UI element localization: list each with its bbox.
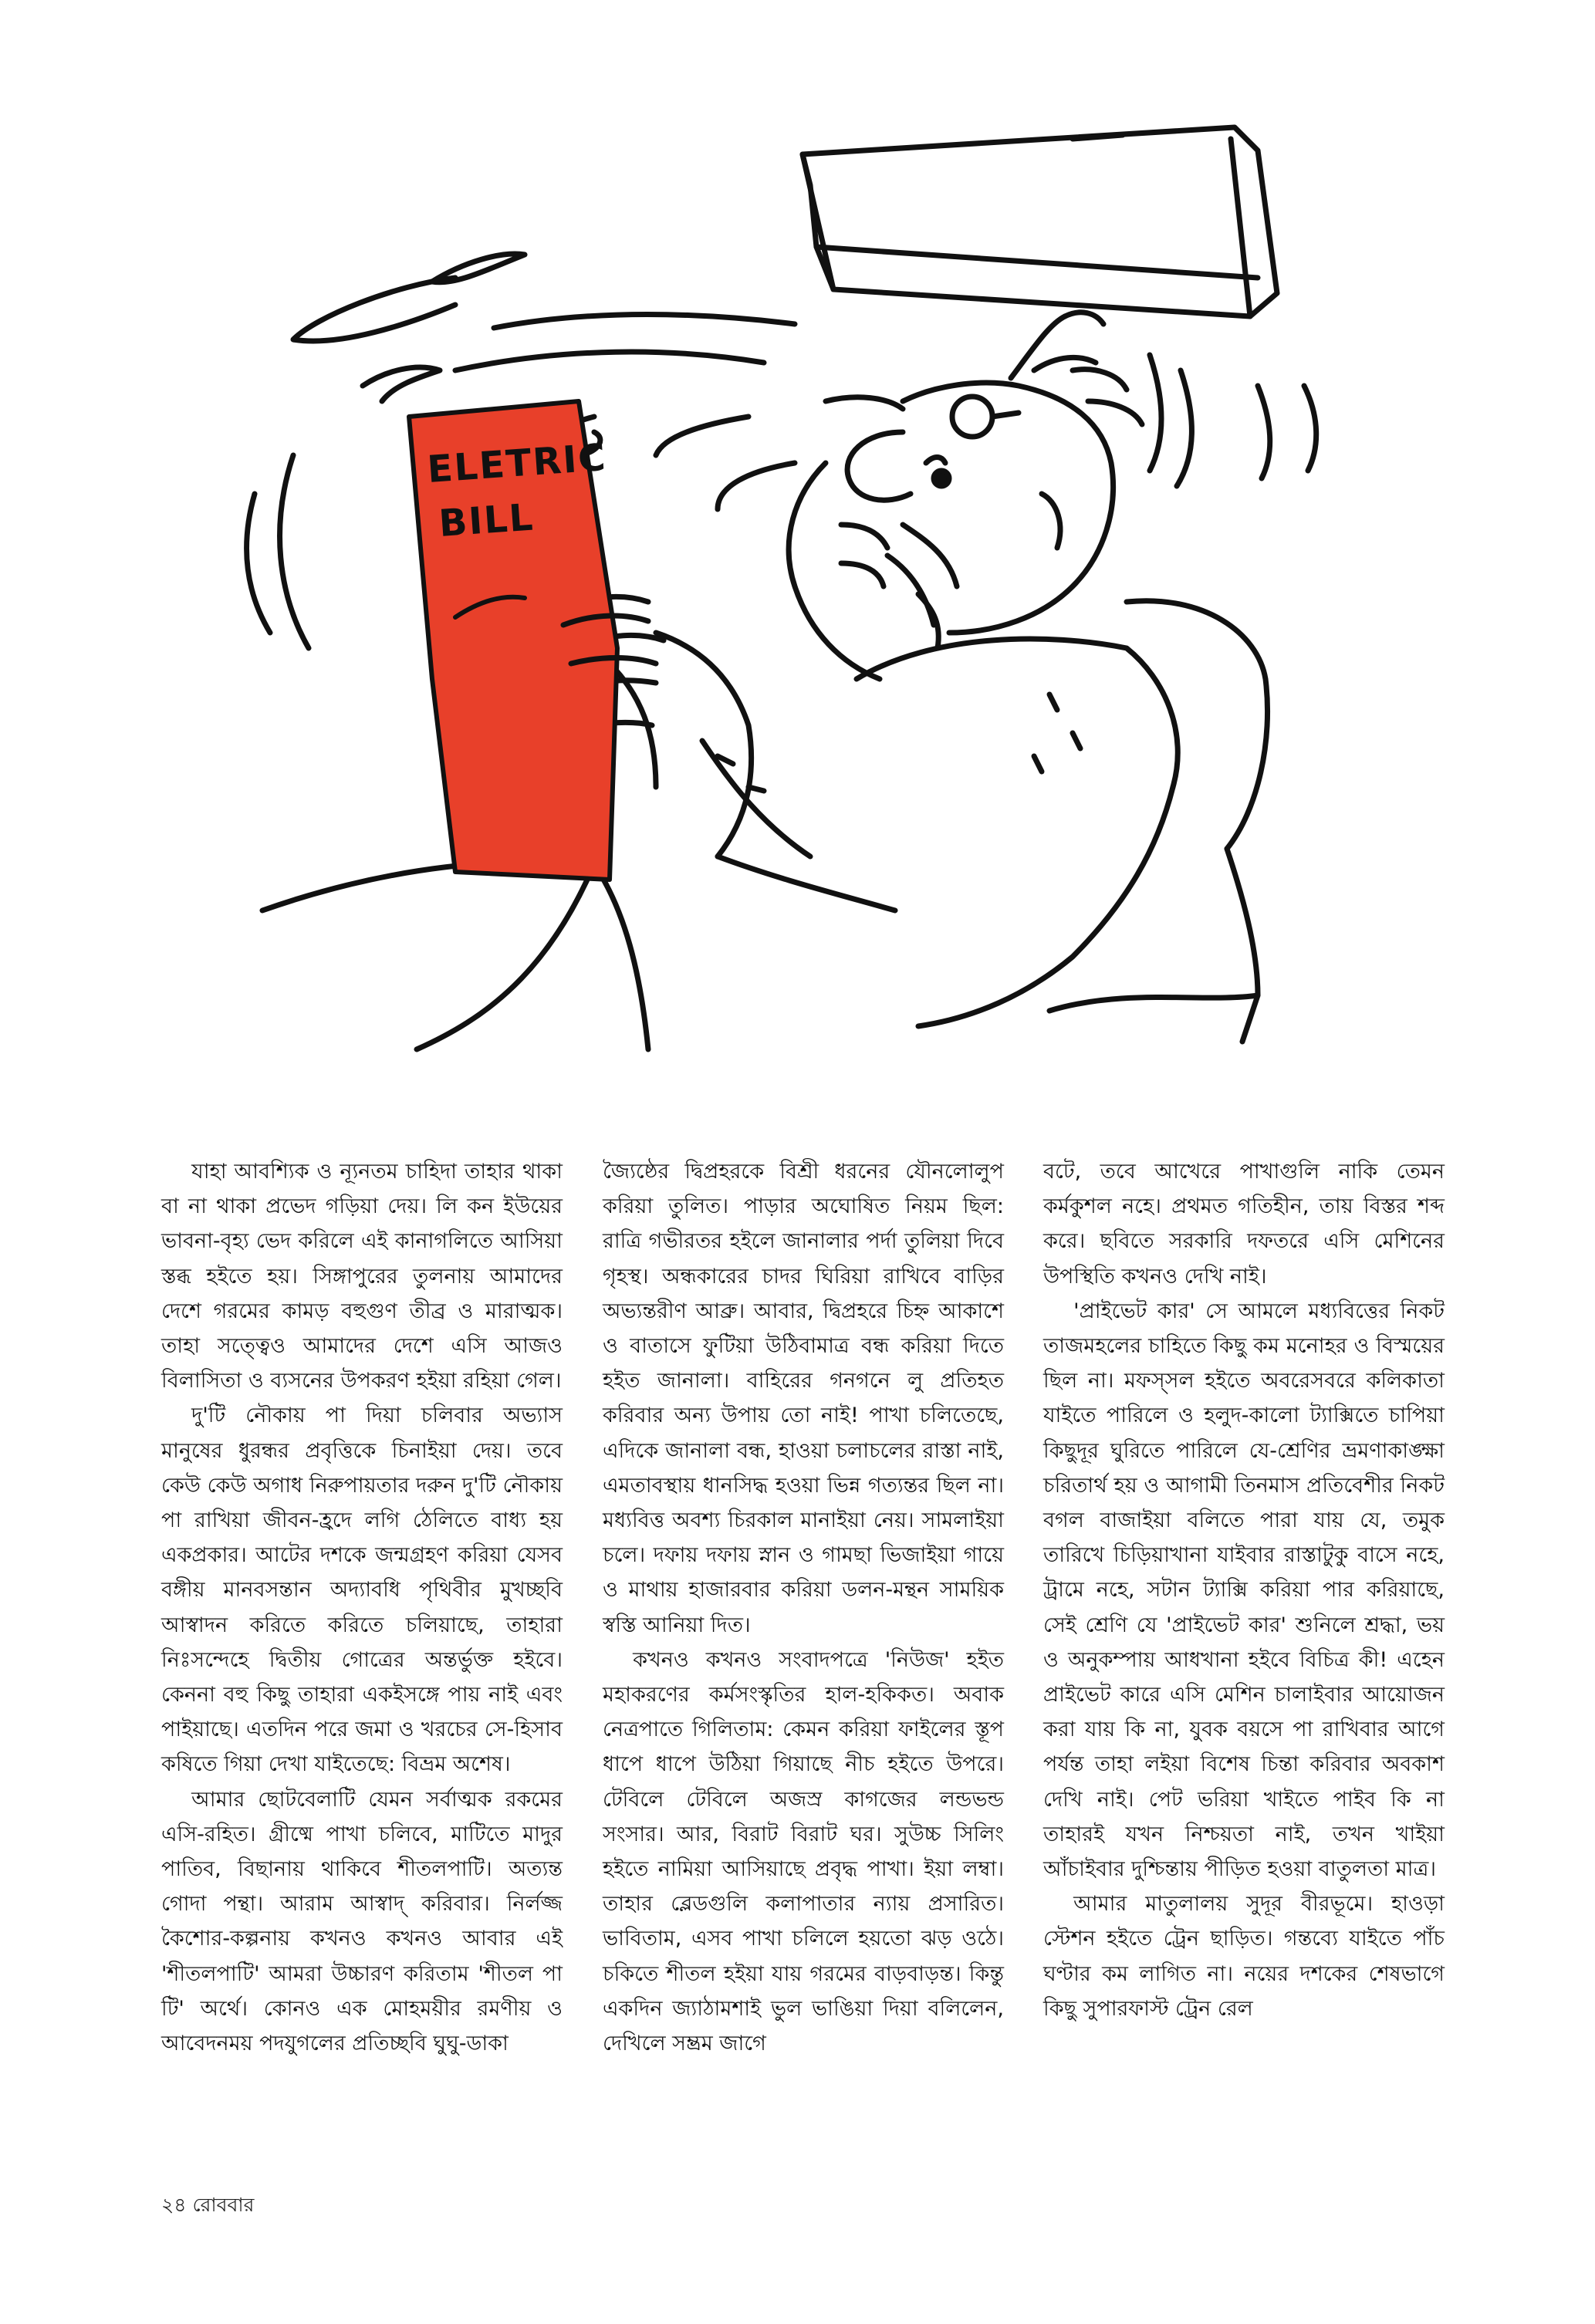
cartoon-illustration [162, 93, 1435, 1072]
magazine-name: রোববার [192, 2194, 255, 2216]
page-number: ২৪ [161, 2194, 187, 2216]
bill-line-2: BILL [437, 495, 536, 546]
paragraph: 'প্রাইভেট কার' সে আমলে মধ্যবিত্তের নিকট তাজমহলের চাহিতে কিছু কম মনোহর ও বিস্ময়ের ছিল না। মফস্সল হইতে অবরেসবরে কলিকাতা যাইতে পারিলে ও হলুদ-কালো ট্যাক্সিতে চাপিয়া কিছুদূর ঘুরিতে পারিলে যে-শ্রেণির ভ্রমণাকাঙ্ক্ষা চরিতার্থ হয় ও আগামী তিনমাস প্রতিবেশীর নিকট বগল বাজাইয়া বলিতে পারা যায় যে, তমুক তারিখে চিড়িয়াখানা যাইবার রাস্তাটুকু বাসে নহে, ট্রামে নহে, সটান ট্যাক্সি করিয়া পার করিয়াছে, সেই শ্রেণি যে 'প্রাইভেট কার' শুনিলে শ্রদ্ধা, ভয় ও অনুকম্পায় আধখানা হইবে বিচিত্র কী! এহেন প্রাইভেট কারে এসি মেশিন চালাইবার আয়োজন করা যায় কি না, যুবক বয়সে পা রাখিবার আগে পর্যন্ত তাহা লইয়া বিশেষ চিন্তা করিবার অবকাশ দেখি নাই। পেট ভরিয়া খাইতে পাইব কি না তাহারই যখন নিশ্চয়তা নাই, তখন খাইয়া আঁচাইবার দুশ্চিন্তায় পীড়িত হওয়া বাতুলতা মাত্র। [1043, 1299, 1445, 1882]
page-footer [161, 2190, 254, 2223]
paragraph: দু'টি নৌকায় পা দিয়া চলিবার অভ্যাস মানুষের ধুরন্ধর প্রবৃত্তিকে চিনাইয়া দেয়। তবে কেউ কেউ অগাধ নিরুপায়তার দরুন দু'টি নৌকায় পা রাখিয়া জীবন-হ্রদে লগি ঠেলিতে বাধ্য হয় একপ্রকার। আটের দশকে জন্মগ্রহণ করিয়া যেসব বঙ্গীয় মানবসন্তান অদ্যাবধি পৃথিবীর মুখচ্ছবি আস্বাদন করিতে করিতে চলিয়াছে, তাহারা নিঃসন্দেহে দ্বিতীয় গোত্রের অন্তর্ভুক্ত হইবে। কেননা বহু কিছু তাহারা একইসঙ্গে পায় নাই এবং পাইয়াছে। এতদিন পরে জমা ও খরচের সে-হিসাব কষিতে গিয়া দেখা যাইতেছে: বিভ্রম অশেষ। [161, 1404, 563, 1777]
paragraph: আমার মাতুলালয় সুদূর বীরভূমে। হাওড়া স্টেশন হইতে ট্রেন ছাড়িত। গন্তব্যে যাইতে পাঁচ ঘণ্টার কম লাগিত না। নয়ের দশকের শেষভাগে কিছু সুপারফাস্ট ট্রেন রেল [1043, 1892, 1445, 2021]
article-column-3 [1043, 1154, 1445, 2026]
paragraph: জ্যৈষ্ঠের দ্বিপ্রহরকে বিশ্রী ধরনের যৌনলোলুপ করিয়া তুলিত। পাড়ার অঘোষিত নিয়ম ছিল: রাত্রি গভীরতর হইলে জানালার পর্দা তুলিয়া দিবে গৃহস্থ। অন্ধকারের চাদর ঘিরিয়া রাখিবে বাড়ির অভ্যন্তরীণ আব্রু। আবার, দ্বিপ্রহরে চিহ্ন আকাশে ও বাতাসে ফুটিয়া উঠিবামাত্র বন্ধ করিয়া দিতে হইত জানালা। বাহিরের গনগনে লু প্রতিহত করিবার অন্য উপায় তো নাই! পাখা চলিতেছে, এদিকে জানালা বন্ধ, হাওয়া চলাচলের রাস্তা নাই, এমতাবস্থায় ধানসিদ্ধ হওয়া ভিন্ন গত্যন্তর ছিল না। মধ্যবিত্ত অবশ্য চিরকাল মানাইয়া নেয়। সামলাইয়া চলে। দফায় দফায় স্নান ও গামছা ভিজাইয়া গায়ে ও মাথায় হাজারবার করিয়া ডলন-মন্থন সাময়িক স্বস্তি আনিয়া দিত। [603, 1160, 1004, 1637]
electric-bill-icon [409, 401, 617, 880]
bill-line-1: ELETRIC [425, 435, 609, 491]
paragraph: যাহা আবশ্যিক ও ন্যূনতম চাহিদা তাহার থাকা বা না থাকা প্রভেদ গড়িয়া দেয়। লি কন ইউয়ের ভাবনা-বৃহ্য ভেদ করিলে এই কানাগলিতে আসিয়া স্তব্ধ হইতে হয়। সিঙ্গাপুরের তুলনায় আমাদের দেশে গরমের কামড় বহুগুণ তীব্র ও মারাত্মক। তাহা সত্ত্বেও আমাদের দেশে এসি আজও বিলাসিতা ও ব্যসনের উপকরণ হইয়া রহিয়া গেল। [161, 1160, 563, 1393]
paragraph: আমার ছোটবেলাটি যেমন সর্বাত্মক রকমের এসি-রহিত। গ্রীষ্মে পাখা চলিবে, মাটিতে মাদুর পাতিব, বিছানায় থাকিবে শীতলপাটি। অত্যন্ত গোদা পন্থা। আরাম আস্বাদ্ করিবার। নির্লজ্জ কৈশোর-কল্পনায় কখনও কখনও আবার এই 'শীতলপাটি' আমরা উচ্চারণ করিতাম 'শীতল পা টি' অর্থে। কোনও এক মোহময়ীর রমণীয় ও আবেদনময় পদযুগলের প্রতিচ্ছবি ঘুঘু-ডাকা [161, 1787, 563, 2056]
paragraph: কখনও কখনও সংবাদপত্রে 'নিউজ' হইত মহাকরণের কর্মসংস্কৃতির হাল-হকিকত। অবাক নেত্রপাতে গিলিতাম: কেমন করিয়া ফাইলের স্তূপ ধাপে ধাপে উঠিয়া গিয়াছে নীচ হইতে উপরে। টেবিলে টেবিলে অজস্র কাগজের লন্ডভন্ড সংসার। আর, বিরাট বিরাট ঘর। সুউচ্চ সিলিং হইতে নামিয়া আসিয়াছে প্রবৃদ্ধ পাখা। ইয়া লম্বা। তাহার ব্লেডগুলি কলাপাতার ন্যায় প্রসারিত। ভাবিতাম, এসব পাখা চলিলে হয়তো ঝড় ওঠে। চকিতে শীতল হইয়া যায় গরমের বাড়বাড়ন্ত। কিন্তু একদিন জ্যাঠামশাই ভুল ভাঙিয়া দিয়া বলিলেন, দেখিলে সম্ভ্রম জাগে [603, 1647, 1004, 2056]
paragraph: বটে, তবে আখেরে পাখাগুলি নাকি তেমন কর্মকুশল নহে। প্রথমত গতিহীন, তায় বিস্তর শব্দ করে। ছবিতে সরকারি দফতরে এসি মেশিনের উপস্থিতি কখনও দেখি নাই। [1043, 1160, 1445, 1289]
article-column-2 [603, 1154, 1004, 2061]
air-conditioner-icon [803, 127, 1277, 316]
article-column-1 [161, 1154, 563, 2061]
